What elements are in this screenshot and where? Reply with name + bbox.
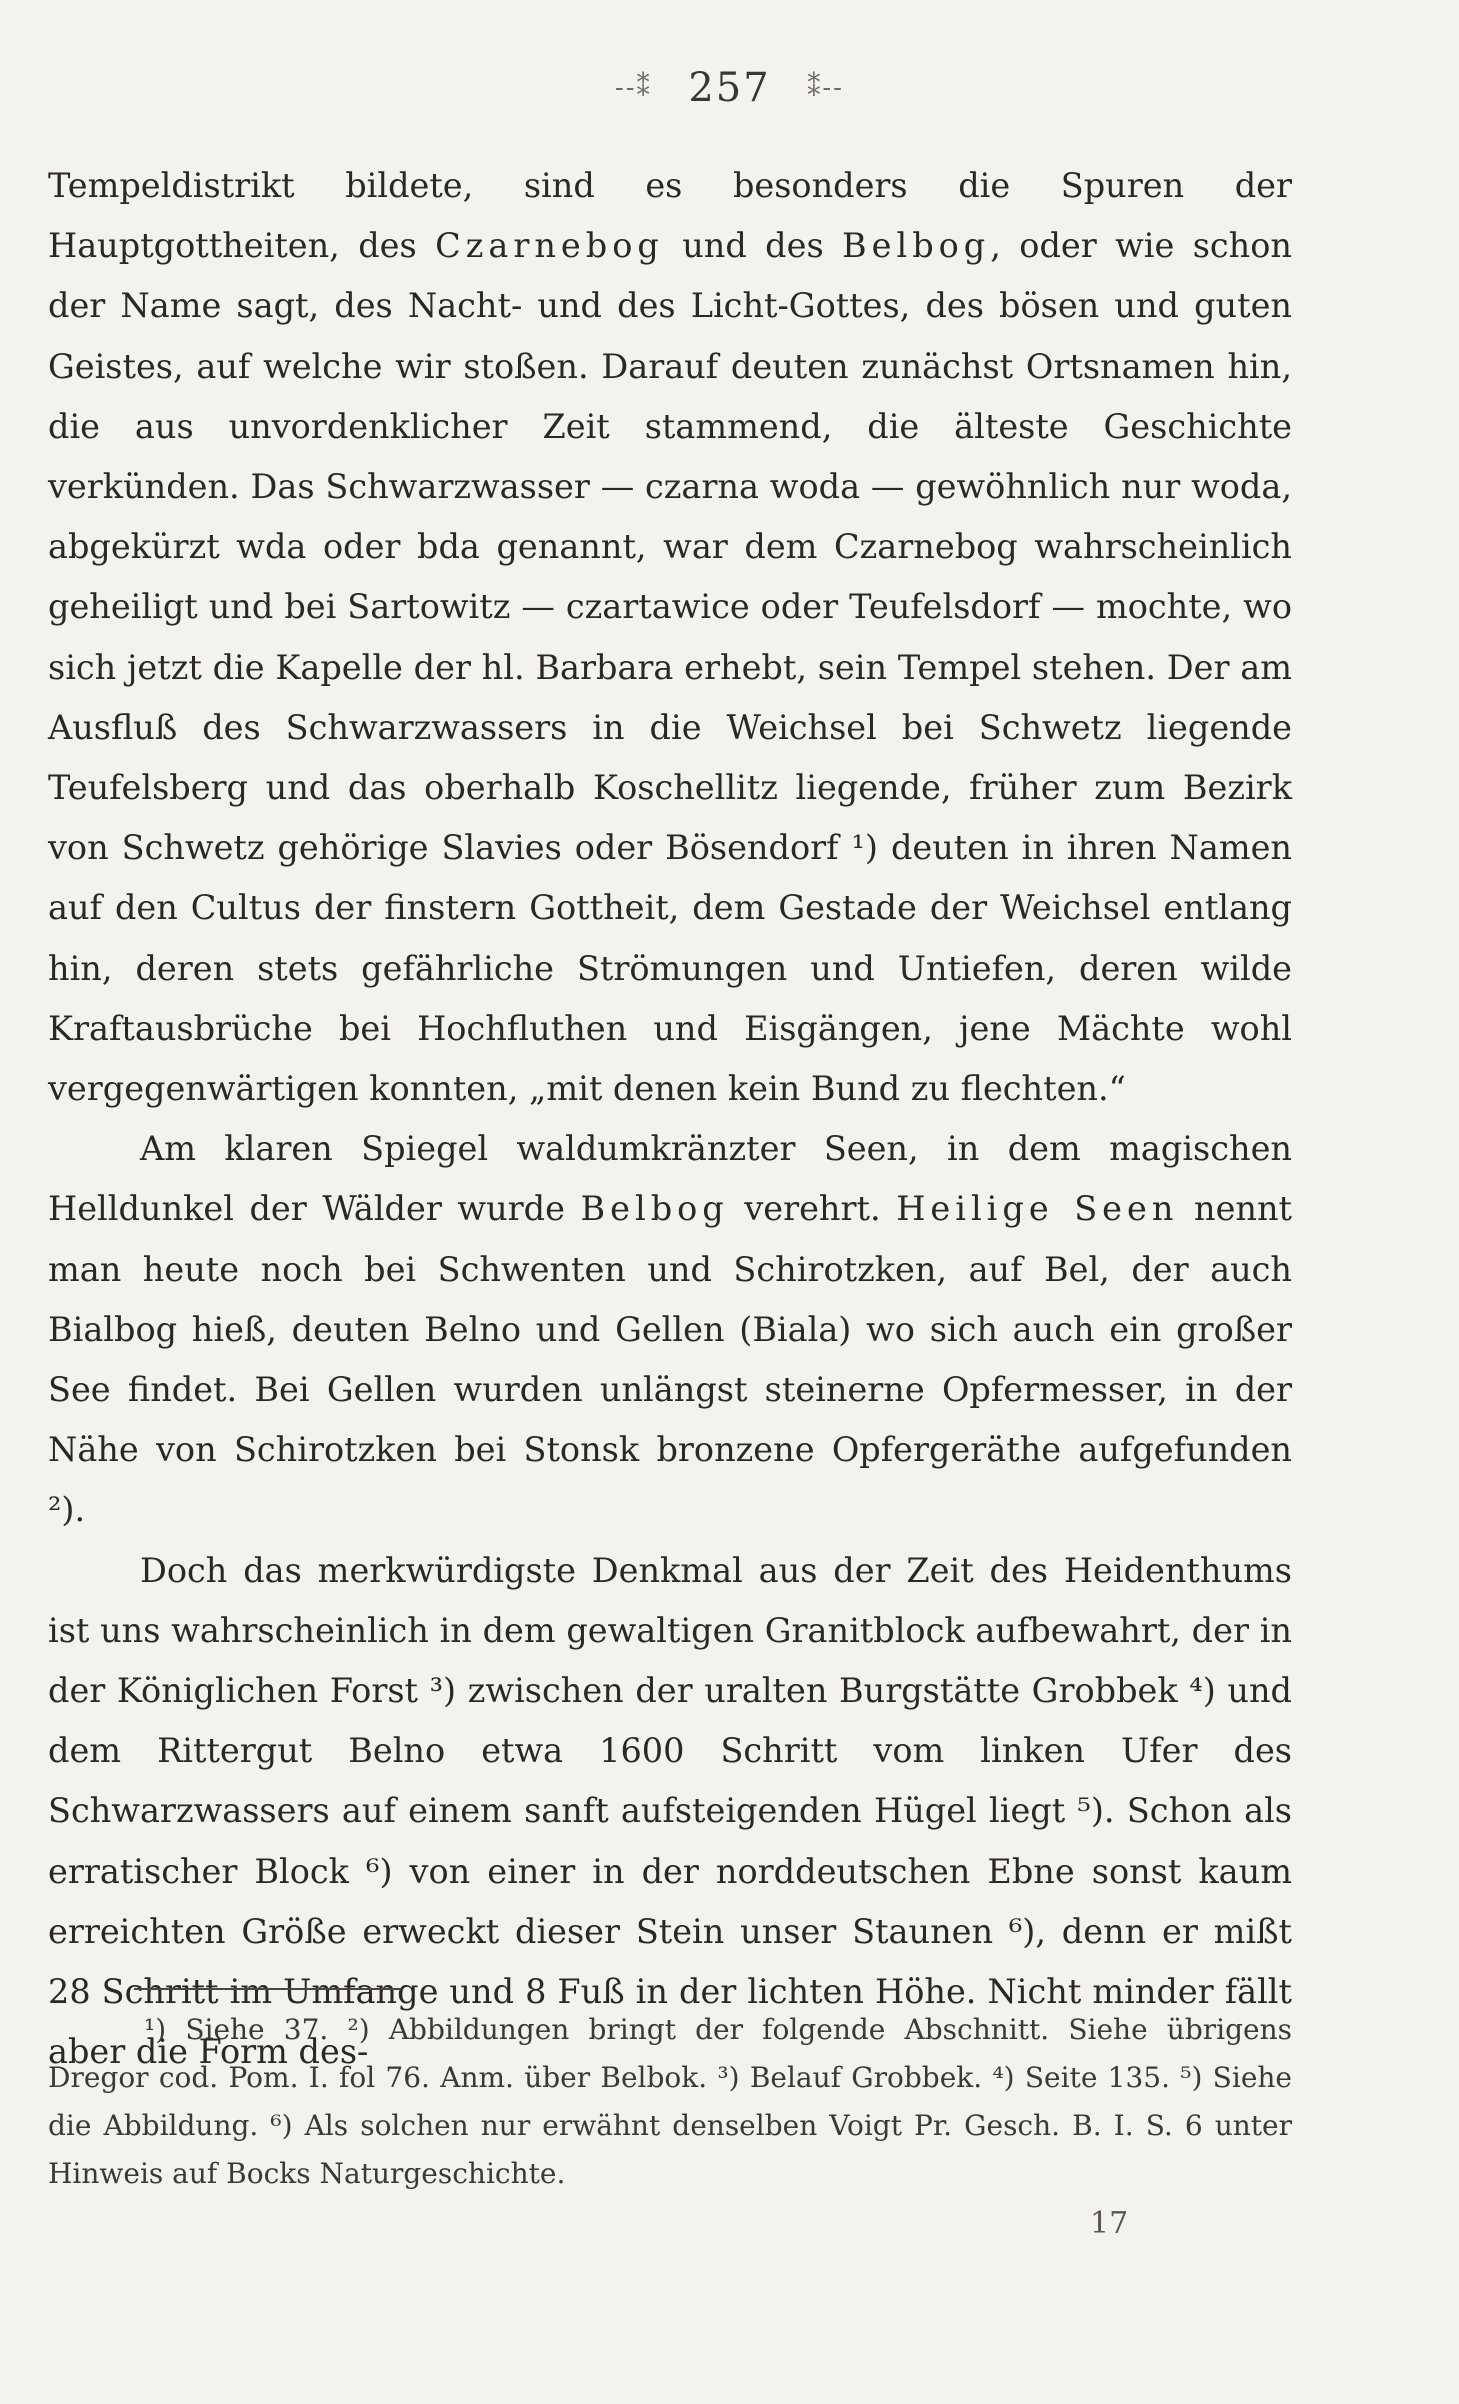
page-number: 257 (688, 65, 771, 111)
paragraph-1-spaced-czarnebog: Czarnebog (435, 226, 664, 266)
paragraph-1-text-b: und des (663, 226, 843, 266)
footnote-divider (134, 1988, 402, 1990)
header-ornament-left: --⁑ (615, 73, 652, 103)
footnote-text: ¹) Siehe 37. ²) Abbildungen bringt der folgende Abschnitt. Siehe übrigens Dregor cod. Pom. I. fol 76. Anm. über Belbok. ³) Belauf Grobbek. ⁴) Seite 135. ⁵) Siehe die Abbildung. ⁶) Als solchen nur erwähnt denselben Voigt Pr. Gesch. B. I. S. 6 unter Hinweis auf Bocks Naturgeschichte. (48, 2013, 1292, 2190)
page-header (0, 62, 1459, 111)
paragraph-2-text-c: nennt man heute noch bei Schwenten und Schirotzken, auf Bel, der auch Bialbog hieß, deuten Belno und Gellen (Biala) wo sich auch ein großer See findet. Bei Gellen wurden unlängst steinerne Opfermesser, in der Nähe von Schirotzken bei Stonsk bronzene Opfergeräthe aufgefunden ²). (48, 1189, 1293, 1530)
paragraph-2-spaced-heilige-seen: Heilige Seen (896, 1189, 1179, 1229)
footnotes (48, 2006, 1292, 2198)
paragraph-3-text-a: Doch das merkwürdigste Denkmal aus der Zeit des Heidenthums ist uns wahrscheinlich in dem gewaltigen Granitblock aufbewahrt, der in der Königlichen Forst ³) zwischen der uralten Burgstätte Grobbek ⁴) und dem Rittergut Belno etwa 1600 Schritt vom linken Ufer des Schwarzwassers auf einem sanft aufsteigenden Hügel liegt ⁵). Schon als erratischer Block ⁶) von einer in der norddeutschen Ebne sonst kaum erreichten Größe erweckt dieser Stein unser Staunen ⁶), denn er mißt 28 Schritt im Umfange und 8 Fuß in der lichten Höhe. Nicht minder fällt aber die Form des- (48, 1550, 1292, 2072)
header-ornament-right: ⁑-- (807, 73, 844, 103)
paragraph-1 (48, 156, 1292, 1119)
paragraph-2 (48, 1119, 1292, 1540)
body-text (48, 156, 1292, 2083)
paragraph-1-text-a: Tempeldistrikt bildete, sind es besonders die Spuren der Hauptgottheiten, des (48, 166, 1292, 266)
signature-mark: 17 (1090, 2206, 1129, 2241)
paragraph-2-text-b: verehrt. (728, 1189, 897, 1229)
paragraph-2-text-a: Am klaren Spiegel waldumkränzter Seen, in dem magischen Helldunkel der Wälder wurde (48, 1129, 1292, 1229)
paragraph-1-text-c: , oder wie schon der Name sagt, des Nacht- und des Licht-Gottes, des bösen und guten Geistes, auf welche wir stoßen. Darauf deuten zunächst Ortsnamen hin, die aus unvordenklicher Zeit stammend, die älteste Geschichte verkünden. Das Schwarzwasser — czarna woda — gewöhnlich nur woda, abgekürzt wda oder bda genannt, war dem Czarnebog wahrscheinlich geheiligt und bei Sartowitz — czartawice oder Teufelsdorf — mochte, wo sich jetzt die Kapelle der hl. Barbara erhebt, sein Tempel stehen. Der am Ausfluß des Schwarzwassers in die Weichsel bei Schwetz liegende Teufelsberg und das oberhalb Koschellitz liegende, früher zum Bezirk von Schwetz gehörige Slavies oder Bösendorf ¹) deuten in ihren Namen auf den Cultus der finstern Gottheit, dem Gestade der Weichsel entlang hin, deren stets gefährliche Strömungen und Untiefen, deren wilde Kraftausbrüche bei Hochfluthen und Eisgängen, jene Mächte wohl vergegenwärtigen konnten, „mit denen kein Bund zu flechten.“ (48, 226, 1292, 1109)
paragraph-2-spaced-belbog: Belbog (580, 1189, 729, 1229)
paragraph-1-spaced-belbog: Belbog (842, 226, 991, 266)
paragraph-3 (48, 1541, 1292, 2083)
